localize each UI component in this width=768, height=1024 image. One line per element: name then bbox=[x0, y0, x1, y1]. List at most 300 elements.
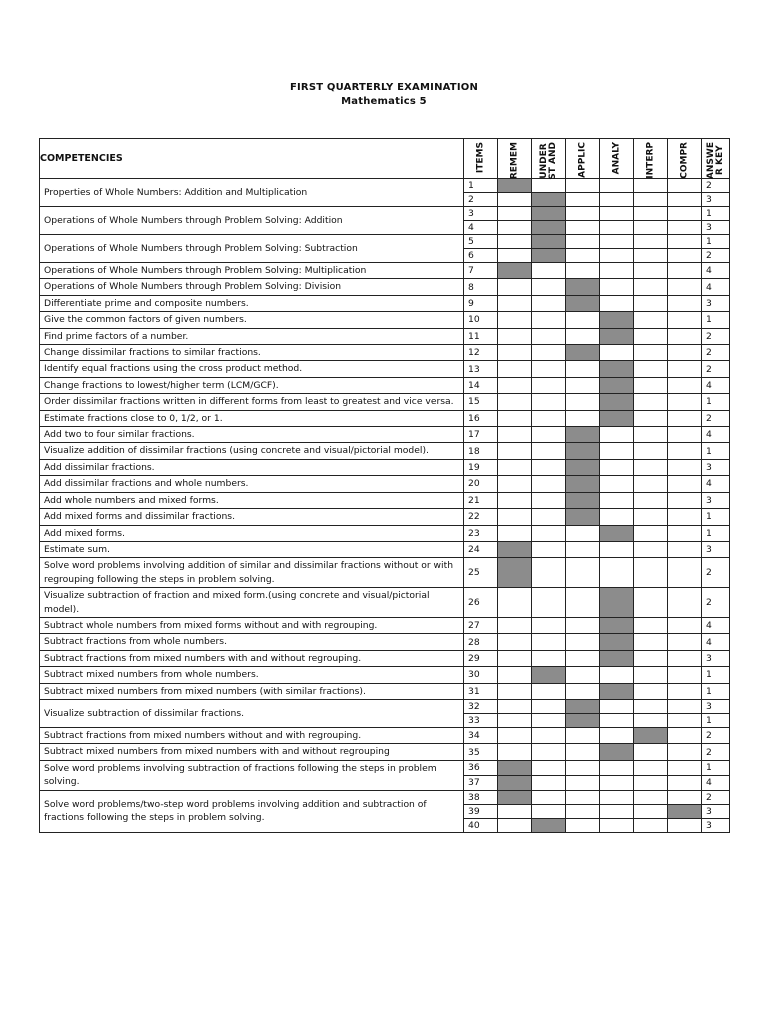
item-number: 17 bbox=[464, 427, 498, 443]
level-cell bbox=[532, 295, 566, 311]
level-header-interpret bbox=[634, 139, 668, 179]
level-cell bbox=[668, 492, 702, 508]
level-cell bbox=[668, 790, 702, 804]
level-cell bbox=[532, 410, 566, 426]
answer-key-value: 3 bbox=[702, 221, 730, 235]
answer-key-value: 3 bbox=[702, 459, 730, 475]
competency-text: Subtract fractions from whole numbers. bbox=[40, 634, 464, 650]
table-row bbox=[40, 427, 730, 443]
level-cell bbox=[600, 443, 634, 459]
table-row bbox=[40, 394, 730, 410]
level-cell bbox=[634, 295, 668, 311]
level-header-label: INTERP bbox=[645, 142, 655, 179]
level-cell bbox=[498, 377, 532, 393]
level-cell bbox=[566, 263, 600, 279]
answer-key-value: 2 bbox=[702, 790, 730, 804]
item-number: 22 bbox=[464, 509, 498, 525]
level-mark bbox=[600, 394, 634, 410]
level-cell bbox=[532, 263, 566, 279]
level-cell bbox=[668, 558, 702, 588]
level-cell bbox=[600, 476, 634, 492]
level-mark bbox=[634, 727, 668, 743]
level-cell bbox=[532, 634, 566, 650]
item-number: 18 bbox=[464, 443, 498, 459]
item-number: 28 bbox=[464, 634, 498, 650]
level-cell bbox=[566, 525, 600, 541]
level-cell bbox=[498, 235, 532, 249]
level-cell bbox=[498, 295, 532, 311]
level-cell bbox=[566, 775, 600, 790]
competency-text: Solve word problems involving subtraction of fractions following the steps in problem solving. bbox=[40, 760, 464, 790]
item-number: 24 bbox=[464, 541, 498, 557]
level-cell bbox=[532, 617, 566, 633]
competency-text: Visualize addition of dissimilar fractions (using concrete and visual/pictorial model). bbox=[40, 443, 464, 459]
competency-text: Estimate fractions close to 0, 1/2, or 1. bbox=[40, 410, 464, 426]
item-number: 23 bbox=[464, 525, 498, 541]
level-cell bbox=[668, 179, 702, 193]
level-cell bbox=[532, 558, 566, 588]
level-cell bbox=[600, 193, 634, 207]
level-cell bbox=[566, 804, 600, 818]
level-mark bbox=[498, 760, 532, 775]
level-cell bbox=[634, 345, 668, 361]
level-mark bbox=[600, 634, 634, 650]
level-cell bbox=[600, 492, 634, 508]
level-cell bbox=[668, 279, 702, 295]
level-cell bbox=[566, 727, 600, 743]
level-cell bbox=[498, 328, 532, 344]
level-header-understand bbox=[532, 139, 566, 179]
level-cell bbox=[668, 193, 702, 207]
level-cell bbox=[566, 179, 600, 193]
level-cell bbox=[668, 459, 702, 475]
competency-text: Order dissimilar fractions written in different forms from least to greatest and vice versa. bbox=[40, 394, 464, 410]
level-cell bbox=[600, 760, 634, 775]
level-cell bbox=[532, 312, 566, 328]
item-number: 2 bbox=[464, 193, 498, 207]
competency-text: Subtract whole numbers from mixed forms without and with regrouping. bbox=[40, 617, 464, 633]
competency-text: Identify equal fractions using the cross product method. bbox=[40, 361, 464, 377]
level-cell bbox=[532, 744, 566, 760]
level-cell bbox=[668, 394, 702, 410]
level-mark bbox=[532, 235, 566, 249]
level-cell bbox=[634, 699, 668, 713]
item-number: 36 bbox=[464, 760, 498, 775]
level-cell bbox=[532, 476, 566, 492]
item-number: 37 bbox=[464, 775, 498, 790]
competency-text: Add two to four similar fractions. bbox=[40, 427, 464, 443]
level-cell bbox=[668, 207, 702, 221]
level-cell bbox=[566, 790, 600, 804]
competency-text: Subtract fractions from mixed numbers with and without regrouping. bbox=[40, 650, 464, 666]
level-cell bbox=[634, 775, 668, 790]
level-cell bbox=[498, 476, 532, 492]
table-row bbox=[40, 443, 730, 459]
level-cell bbox=[668, 727, 702, 743]
level-header-remember bbox=[498, 139, 532, 179]
level-mark bbox=[600, 650, 634, 666]
level-cell bbox=[532, 377, 566, 393]
competency-text: Subtract mixed numbers from mixed numbers with and without regrouping bbox=[40, 744, 464, 760]
answer-key-value: 1 bbox=[702, 760, 730, 775]
level-cell bbox=[498, 617, 532, 633]
answer-key-value: 4 bbox=[702, 279, 730, 295]
level-mark bbox=[600, 588, 634, 618]
level-cell bbox=[634, 541, 668, 557]
level-mark bbox=[532, 818, 566, 832]
level-cell bbox=[668, 650, 702, 666]
competency-text: Subtract mixed numbers from whole numbers. bbox=[40, 667, 464, 683]
answer-key-value: 3 bbox=[702, 804, 730, 818]
table-row bbox=[40, 790, 730, 804]
level-cell bbox=[600, 235, 634, 249]
item-number: 38 bbox=[464, 790, 498, 804]
level-cell bbox=[668, 312, 702, 328]
table-row bbox=[40, 179, 730, 193]
answer-key-value: 3 bbox=[702, 699, 730, 713]
table-row bbox=[40, 509, 730, 525]
level-cell bbox=[634, 328, 668, 344]
level-cell bbox=[566, 207, 600, 221]
item-number: 19 bbox=[464, 459, 498, 475]
level-cell bbox=[634, 361, 668, 377]
item-number: 35 bbox=[464, 744, 498, 760]
table-row bbox=[40, 361, 730, 377]
item-number: 27 bbox=[464, 617, 498, 633]
answer-key-value: 2 bbox=[702, 410, 730, 426]
level-cell bbox=[498, 713, 532, 727]
level-cell bbox=[634, 394, 668, 410]
answer-key-value: 3 bbox=[702, 541, 730, 557]
level-cell bbox=[498, 634, 532, 650]
answer-key-header-label: ANSWE R KEY bbox=[705, 142, 725, 180]
competency-text: Subtract fractions from mixed numbers without and with regrouping. bbox=[40, 727, 464, 743]
level-cell bbox=[532, 394, 566, 410]
exam-title: FIRST QUARTERLY EXAMINATION bbox=[289, 82, 479, 93]
competency-text: Solve word problems involving addition of similar and dissimilar fractions without or with regrouping following the steps in problem solving. bbox=[40, 558, 464, 588]
level-cell bbox=[634, 509, 668, 525]
level-cell bbox=[498, 410, 532, 426]
level-cell bbox=[668, 588, 702, 618]
table-of-specifications bbox=[39, 138, 730, 833]
item-number: 15 bbox=[464, 394, 498, 410]
level-cell bbox=[498, 193, 532, 207]
level-cell bbox=[498, 744, 532, 760]
level-mark bbox=[600, 361, 634, 377]
level-cell bbox=[600, 221, 634, 235]
answer-key-value: 3 bbox=[702, 492, 730, 508]
level-cell bbox=[600, 279, 634, 295]
level-cell bbox=[600, 558, 634, 588]
answer-key-value: 1 bbox=[702, 312, 730, 328]
competency-text: Add mixed forms and dissimilar fractions. bbox=[40, 509, 464, 525]
item-number: 10 bbox=[464, 312, 498, 328]
level-cell bbox=[532, 525, 566, 541]
level-cell bbox=[634, 377, 668, 393]
level-cell bbox=[668, 683, 702, 699]
answer-key-value: 4 bbox=[702, 377, 730, 393]
level-cell bbox=[600, 818, 634, 832]
level-cell bbox=[668, 221, 702, 235]
level-cell bbox=[498, 727, 532, 743]
answer-key-value: 2 bbox=[702, 727, 730, 743]
item-number: 1 bbox=[464, 179, 498, 193]
answer-key-value: 2 bbox=[702, 558, 730, 588]
table-row bbox=[40, 683, 730, 699]
answer-key-value: 2 bbox=[702, 345, 730, 361]
competency-text: Visualize subtraction of fraction and mixed form.(using concrete and visual/pictorial model). bbox=[40, 588, 464, 618]
answer-key-header bbox=[702, 139, 730, 179]
level-cell bbox=[498, 394, 532, 410]
competency-text: Operations of Whole Numbers through Problem Solving: Division bbox=[40, 279, 464, 295]
level-mark bbox=[600, 744, 634, 760]
level-cell bbox=[634, 744, 668, 760]
level-cell bbox=[566, 683, 600, 699]
competency-text: Change fractions to lowest/higher term (LCM/GCF). bbox=[40, 377, 464, 393]
table-row bbox=[40, 727, 730, 743]
item-number: 8 bbox=[464, 279, 498, 295]
level-cell bbox=[668, 249, 702, 263]
table-row bbox=[40, 312, 730, 328]
level-mark bbox=[498, 179, 532, 193]
level-cell bbox=[634, 617, 668, 633]
level-cell bbox=[532, 727, 566, 743]
level-cell bbox=[498, 249, 532, 263]
answer-key-value: 1 bbox=[702, 713, 730, 727]
level-cell bbox=[668, 699, 702, 713]
level-cell bbox=[532, 804, 566, 818]
level-cell bbox=[600, 427, 634, 443]
answer-key-value: 3 bbox=[702, 295, 730, 311]
item-number: 16 bbox=[464, 410, 498, 426]
level-header-label: COMPR bbox=[679, 142, 689, 179]
competency-text: Add dissimilar fractions and whole numbers. bbox=[40, 476, 464, 492]
level-cell bbox=[498, 427, 532, 443]
level-cell bbox=[498, 279, 532, 295]
answer-key-value: 2 bbox=[702, 179, 730, 193]
level-cell bbox=[668, 525, 702, 541]
level-cell bbox=[532, 713, 566, 727]
level-cell bbox=[634, 263, 668, 279]
level-cell bbox=[600, 713, 634, 727]
item-number: 20 bbox=[464, 476, 498, 492]
level-mark bbox=[498, 263, 532, 279]
competency-text: Add whole numbers and mixed forms. bbox=[40, 492, 464, 508]
answer-key-value: 2 bbox=[702, 328, 730, 344]
level-cell bbox=[668, 345, 702, 361]
level-cell bbox=[498, 443, 532, 459]
table-row bbox=[40, 760, 730, 775]
level-cell bbox=[532, 345, 566, 361]
level-mark bbox=[498, 775, 532, 790]
level-cell bbox=[668, 760, 702, 775]
competency-text: Give the common factors of given numbers. bbox=[40, 312, 464, 328]
level-cell bbox=[566, 410, 600, 426]
header-row bbox=[40, 139, 730, 179]
level-cell bbox=[668, 509, 702, 525]
level-cell bbox=[634, 410, 668, 426]
level-header-label: UNDER ST AND bbox=[538, 142, 558, 180]
table-row bbox=[40, 459, 730, 475]
level-cell bbox=[566, 818, 600, 832]
level-cell bbox=[498, 588, 532, 618]
table-row bbox=[40, 634, 730, 650]
level-mark bbox=[498, 790, 532, 804]
table-body bbox=[40, 179, 730, 833]
competency-text: Operations of Whole Numbers through Problem Solving: Multiplication bbox=[40, 263, 464, 279]
item-number: 14 bbox=[464, 377, 498, 393]
level-cell bbox=[600, 699, 634, 713]
level-cell bbox=[532, 427, 566, 443]
level-header-analyze bbox=[600, 139, 634, 179]
level-cell bbox=[532, 492, 566, 508]
level-cell bbox=[498, 361, 532, 377]
level-cell bbox=[668, 410, 702, 426]
level-cell bbox=[634, 713, 668, 727]
table-row bbox=[40, 541, 730, 557]
items-header bbox=[464, 139, 498, 179]
level-cell bbox=[634, 650, 668, 666]
level-cell bbox=[498, 492, 532, 508]
level-cell bbox=[668, 235, 702, 249]
competencies-header: COMPETENCIES bbox=[40, 139, 464, 179]
level-cell bbox=[566, 221, 600, 235]
level-cell bbox=[668, 667, 702, 683]
answer-key-value: 2 bbox=[702, 361, 730, 377]
level-mark bbox=[600, 328, 634, 344]
answer-key-value: 1 bbox=[702, 207, 730, 221]
level-cell bbox=[668, 476, 702, 492]
level-cell bbox=[600, 541, 634, 557]
level-cell bbox=[566, 744, 600, 760]
table-row bbox=[40, 235, 730, 249]
level-cell bbox=[668, 617, 702, 633]
level-cell bbox=[634, 193, 668, 207]
table-row bbox=[40, 650, 730, 666]
level-cell bbox=[498, 459, 532, 475]
level-mark bbox=[566, 427, 600, 443]
competency-text: Solve word problems/two-step word problems involving addition and subtraction of fractions following the steps in problem solving. bbox=[40, 790, 464, 832]
level-mark bbox=[532, 221, 566, 235]
level-cell bbox=[532, 179, 566, 193]
level-mark bbox=[566, 713, 600, 727]
level-mark bbox=[532, 193, 566, 207]
level-cell bbox=[532, 699, 566, 713]
level-cell bbox=[498, 345, 532, 361]
answer-key-value: 1 bbox=[702, 394, 730, 410]
answer-key-value: 1 bbox=[702, 683, 730, 699]
level-cell bbox=[498, 207, 532, 221]
competency-text: Estimate sum. bbox=[40, 541, 464, 557]
level-cell bbox=[532, 683, 566, 699]
level-cell bbox=[668, 818, 702, 832]
competency-text: Differentiate prime and composite numbers. bbox=[40, 295, 464, 311]
level-header-label: ANALY bbox=[611, 142, 621, 175]
level-cell bbox=[566, 312, 600, 328]
answer-key-value: 4 bbox=[702, 476, 730, 492]
level-cell bbox=[600, 775, 634, 790]
level-mark bbox=[532, 249, 566, 263]
level-cell bbox=[532, 541, 566, 557]
item-number: 25 bbox=[464, 558, 498, 588]
level-cell bbox=[668, 295, 702, 311]
answer-key-value: 2 bbox=[702, 744, 730, 760]
level-cell bbox=[600, 727, 634, 743]
level-cell bbox=[668, 541, 702, 557]
level-cell bbox=[498, 650, 532, 666]
level-cell bbox=[566, 588, 600, 618]
answer-key-value: 4 bbox=[702, 634, 730, 650]
answer-key-value: 4 bbox=[702, 617, 730, 633]
level-mark bbox=[600, 377, 634, 393]
level-mark bbox=[498, 558, 532, 588]
level-cell bbox=[600, 263, 634, 279]
answer-key-value: 3 bbox=[702, 818, 730, 832]
level-cell bbox=[668, 427, 702, 443]
level-cell bbox=[532, 328, 566, 344]
level-cell bbox=[668, 744, 702, 760]
level-cell bbox=[668, 443, 702, 459]
level-header-apply bbox=[566, 139, 600, 179]
level-mark bbox=[498, 541, 532, 557]
competency-text: Add dissimilar fractions. bbox=[40, 459, 464, 475]
exam-subtitle: Mathematics 5 bbox=[341, 96, 427, 107]
level-cell bbox=[498, 667, 532, 683]
level-cell bbox=[634, 443, 668, 459]
level-mark bbox=[566, 492, 600, 508]
answer-key-value: 1 bbox=[702, 235, 730, 249]
answer-key-value: 2 bbox=[702, 249, 730, 263]
level-cell bbox=[532, 459, 566, 475]
item-number: 9 bbox=[464, 295, 498, 311]
answer-key-value: 3 bbox=[702, 650, 730, 666]
answer-key-value: 1 bbox=[702, 509, 730, 525]
level-cell bbox=[566, 235, 600, 249]
level-cell bbox=[634, 683, 668, 699]
level-header-label: APPLIC bbox=[577, 142, 587, 178]
level-mark bbox=[600, 410, 634, 426]
item-number: 7 bbox=[464, 263, 498, 279]
level-cell bbox=[600, 345, 634, 361]
level-cell bbox=[634, 760, 668, 775]
table-row bbox=[40, 377, 730, 393]
level-cell bbox=[634, 818, 668, 832]
level-cell bbox=[634, 427, 668, 443]
level-cell bbox=[634, 558, 668, 588]
level-cell bbox=[498, 683, 532, 699]
level-cell bbox=[532, 279, 566, 295]
level-mark bbox=[566, 295, 600, 311]
table-row bbox=[40, 345, 730, 361]
table-row bbox=[40, 588, 730, 618]
level-mark bbox=[566, 345, 600, 361]
level-cell bbox=[634, 459, 668, 475]
table-row bbox=[40, 617, 730, 633]
level-cell bbox=[566, 667, 600, 683]
item-number: 3 bbox=[464, 207, 498, 221]
table-row bbox=[40, 295, 730, 311]
table-row bbox=[40, 525, 730, 541]
level-cell bbox=[634, 525, 668, 541]
level-cell bbox=[532, 650, 566, 666]
answer-key-value: 1 bbox=[702, 525, 730, 541]
level-mark bbox=[566, 509, 600, 525]
level-cell bbox=[634, 804, 668, 818]
item-number: 34 bbox=[464, 727, 498, 743]
level-cell bbox=[566, 361, 600, 377]
level-cell bbox=[532, 760, 566, 775]
level-header-label: REMEM bbox=[509, 142, 519, 180]
